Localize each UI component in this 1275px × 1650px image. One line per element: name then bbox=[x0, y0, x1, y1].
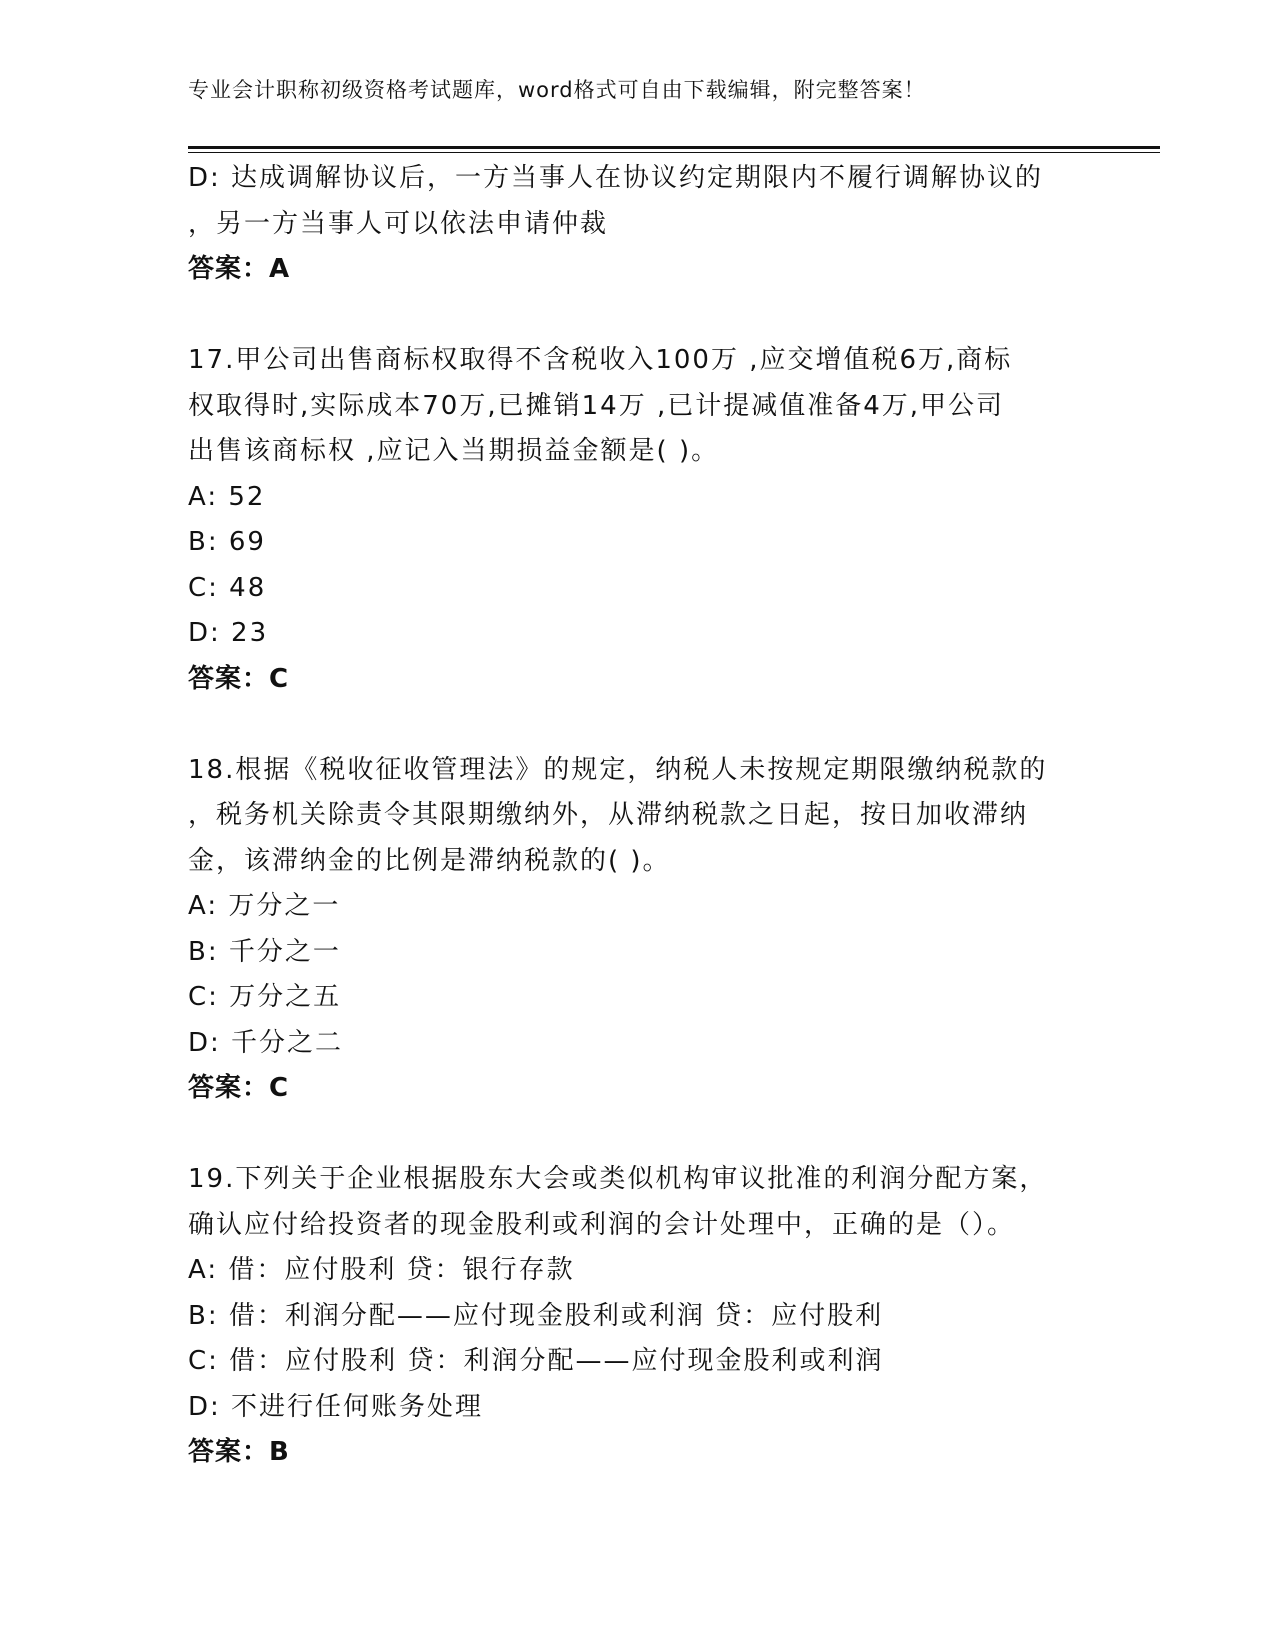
header-divider-thin bbox=[188, 152, 1160, 153]
question-19 bbox=[188, 1157, 1088, 1476]
spacer bbox=[188, 702, 1088, 748]
option-d: D: 不进行任何账务处理 bbox=[188, 1391, 484, 1422]
question-text: 金，该滞纳金的比例是滞纳税款的( )。 bbox=[188, 845, 671, 876]
option-a: A: 万分之一 bbox=[188, 891, 341, 921]
answer-line: 答案：C bbox=[188, 1073, 290, 1103]
answer-line: 答案：B bbox=[188, 1437, 290, 1467]
option-d: D: 达成调解协议后，一方当事人在协议约定期限内不履行调解协议的 bbox=[188, 163, 1044, 193]
answer-line: 答案：C bbox=[188, 663, 290, 694]
option-a: A: 借：应付股利 贷：银行存款 bbox=[188, 1255, 575, 1285]
option-d: D: 23 bbox=[188, 618, 269, 648]
option-b: B: 69 bbox=[188, 527, 266, 557]
option-a: A: 52 bbox=[188, 481, 266, 512]
option-c: C: 万分之五 bbox=[188, 982, 342, 1012]
question-17 bbox=[188, 338, 1088, 702]
spacer bbox=[188, 293, 1088, 339]
option-d-continued: ，另一方当事人可以依法申请仲裁 bbox=[188, 208, 609, 239]
question-text: 确认应付给投资者的现金股利或利润的会计处理中，正确的是（）。 bbox=[188, 1209, 1016, 1240]
header-divider-thick bbox=[188, 146, 1160, 149]
spacer bbox=[188, 1112, 1088, 1158]
option-b: B: 借：利润分配——应付现金股利或利润 贷：应付股利 bbox=[188, 1300, 884, 1331]
question-18 bbox=[188, 748, 1088, 1112]
answer-line: 答案：A bbox=[188, 254, 291, 284]
question-text: 出售该商标权 ,应记入当期损益金额是( )。 bbox=[188, 436, 720, 466]
question-text: 17.甲公司出售商标权取得不含税收入100万 ,应交增值税6万,商标 bbox=[188, 345, 1013, 375]
prev-question bbox=[188, 156, 1088, 293]
page-header: 专业会计职称初级资格考试题库，word格式可自由下载编辑，附完整答案！ bbox=[188, 78, 926, 102]
question-text: ，税务机关除责令其限期缴纳外，从滞纳税款之日起，按日加收滞纳 bbox=[188, 800, 1029, 830]
option-c: C: 借：应付股利 贷：利润分配——应付现金股利或利润 bbox=[188, 1346, 884, 1376]
question-text: 权取得时,实际成本70万,已摊销14万 ,已计提减值准备4万,甲公司 bbox=[188, 390, 1005, 421]
option-c: C: 48 bbox=[188, 572, 267, 603]
option-d: D: 千分之二 bbox=[188, 1027, 344, 1058]
question-text: 18.根据《税收征收管理法》的规定，纳税人未按规定期限缴纳税款的 bbox=[188, 754, 1048, 785]
option-b: B: 千分之一 bbox=[188, 936, 341, 967]
question-content bbox=[188, 156, 1088, 1476]
question-text: 19.下列关于企业根据股东大会或类似机构审议批准的利润分配方案， bbox=[188, 1164, 1048, 1194]
